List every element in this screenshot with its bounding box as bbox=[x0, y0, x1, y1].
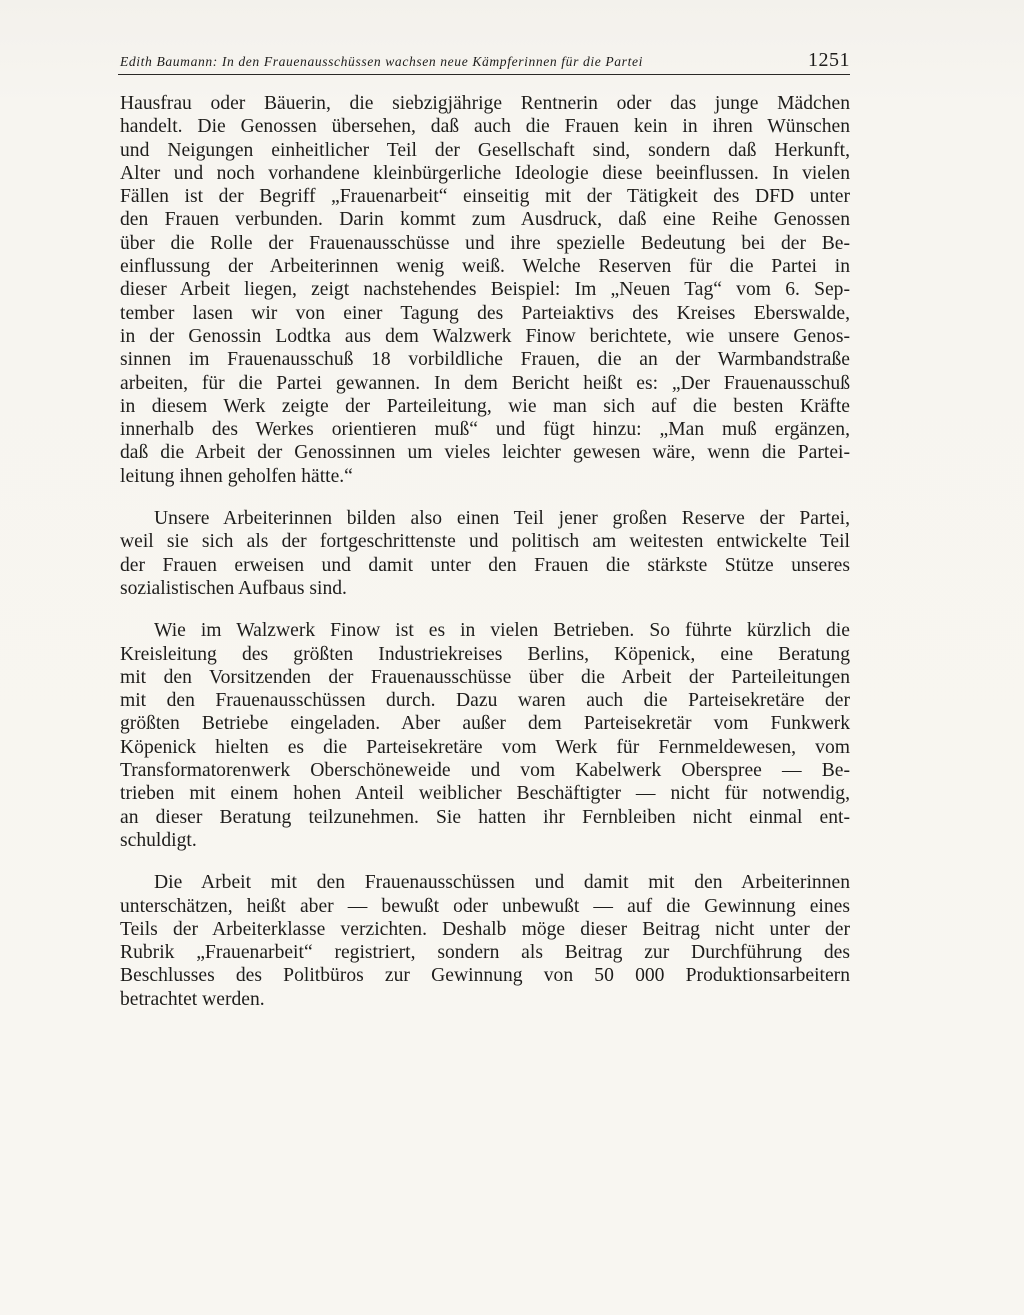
text-line: Kreisleitung des größten Industriekreises Berlins, Köpenick, eine Beratung bbox=[120, 643, 850, 665]
paragraph-1 bbox=[120, 92, 850, 488]
text-line: dieser Arbeit liegen, zeigt nachstehendes Beispiel: Im „Neuen Tag“ vom 6. Sep- bbox=[120, 279, 850, 301]
text-line: sozialistischen Aufbaus sind. bbox=[120, 577, 347, 599]
paragraph-2 bbox=[120, 507, 850, 600]
text-line: Die Arbeit mit den Frauenausschüssen und damit mit den Arbeiterinnen bbox=[154, 872, 850, 894]
text-line: Transformatorenwerk Oberschöneweide und vom Kabelwerk Oberspree — Be- bbox=[120, 760, 850, 782]
text-line: unterschätzen, heißt aber — bewußt oder unbewußt — auf die Gewinnung eines bbox=[120, 895, 850, 917]
text-line: weil sie sich als der fortgeschrittenste und politisch am weitesten entwickelte Teil bbox=[120, 531, 850, 553]
text-line: innerhalb des Werkes orientieren muß“ und fügt hinzu: „Man muß ergänzen, bbox=[120, 419, 850, 441]
text-line: mit den Frauenausschüssen durch. Dazu waren auch die Parteisekretäre der bbox=[120, 690, 850, 712]
text-line: über die Rolle der Frauenausschüsse und ihre spezielle Bedeutung bei der Be- bbox=[120, 232, 850, 254]
text-line: schuldigt. bbox=[120, 829, 197, 851]
text-line: in der Genossin Lodtka aus dem Walzwerk Finow berichtete, wie unsere Genos- bbox=[120, 325, 850, 347]
text-line: größten Betriebe eingeladen. Aber außer dem Parteisekretär vom Funkwerk bbox=[120, 713, 850, 735]
text-line: sinnen im Frauenausschuß 18 vorbildliche Frauen, die an der Warmbandstraße bbox=[120, 349, 850, 371]
text-line: trieben mit einem hohen Anteil weiblicher Beschäftigter — nicht für notwendig, bbox=[120, 783, 850, 805]
text-line: mit den Vorsitzenden der Frauenausschüsse über die Arbeit der Parteileitungen bbox=[120, 666, 850, 688]
paragraph-4 bbox=[120, 871, 850, 1011]
text-line: daß die Arbeit der Genossinnen um vieles leichter gewesen wäre, wenn die Partei- bbox=[120, 442, 850, 464]
text-line: Hausfrau oder Bäuerin, die siebzigjährige Rentnerin oder das junge Mädchen bbox=[120, 93, 850, 114]
text-line: an dieser Beratung teilzunehmen. Sie hatten ihr Fernbleiben nicht einmal ent- bbox=[120, 806, 850, 828]
text-line: Köpenick hielten es die Parteisekretäre vom Werk für Fernmeldewesen, vom bbox=[120, 736, 850, 758]
text-line: tember lasen wir von einer Tagung des Parteiaktivs des Kreises Eberswalde, bbox=[120, 302, 850, 324]
text-line: leitung ihnen geholfen hätte.“ bbox=[120, 465, 353, 487]
running-header bbox=[118, 46, 850, 75]
paragraph-3 bbox=[120, 619, 850, 852]
text-line: Rubrik „Frauenarbeit“ registriert, sondern als Beitrag zur Durchführung des bbox=[120, 942, 850, 964]
text-line: der Frauen erweisen und damit unter den Frauen die stärkste Stütze unseres bbox=[120, 554, 850, 576]
text-line: Teils der Arbeiterklasse verzichten. Deshalb möge dieser Beitrag nicht unter der bbox=[120, 918, 850, 940]
text-line: handelt. Die Genossen übersehen, daß auch die Frauen kein in ihren Wünschen bbox=[120, 116, 850, 138]
text-line: und Neigungen einheitlicher Teil der Gesellschaft sind, sondern daß Herkunft, bbox=[120, 139, 850, 161]
text-line: Fällen ist der Begriff „Frauenarbeit“ einseitig mit der Tätigkeit des DFD unter bbox=[120, 186, 850, 208]
text-line: Unsere Arbeiterinnen bilden also einen Teil jener großen Reserve der Partei, bbox=[154, 508, 850, 530]
text-line: betrachtet werden. bbox=[120, 988, 265, 1010]
text-line: Alter und noch vorhandene kleinbürgerliche Ideologie diese beeinflussen. In vielen bbox=[120, 162, 850, 184]
text-line: einflussung der Arbeiterinnen wenig weiß. Welche Reserven für die Partei in bbox=[120, 256, 850, 278]
running-title: Edith Baumann: In den Frauenausschüssen wachsen neue Kämpferinnen für die Partei bbox=[120, 54, 643, 69]
page-number: 1251 bbox=[808, 49, 850, 71]
text-line: Wie im Walzwerk Finow ist es in vielen Betrieben. So führte kürzlich die bbox=[154, 620, 850, 642]
text-line: den Frauen verbunden. Darin kommt zum Ausdruck, daß eine Reihe Genossen bbox=[120, 209, 850, 231]
text-line: in diesem Werk zeigte der Parteileitung, wie man sich auf die besten Kräfte bbox=[120, 395, 850, 417]
text-line: Beschlusses des Politbüros zur Gewinnung von 50 000 Produktionsarbeitern bbox=[120, 965, 850, 987]
text-line: arbeiten, für die Partei gewannen. In dem Bericht heißt es: „Der Frauenausschuß bbox=[120, 372, 850, 394]
article-body bbox=[120, 92, 850, 1011]
